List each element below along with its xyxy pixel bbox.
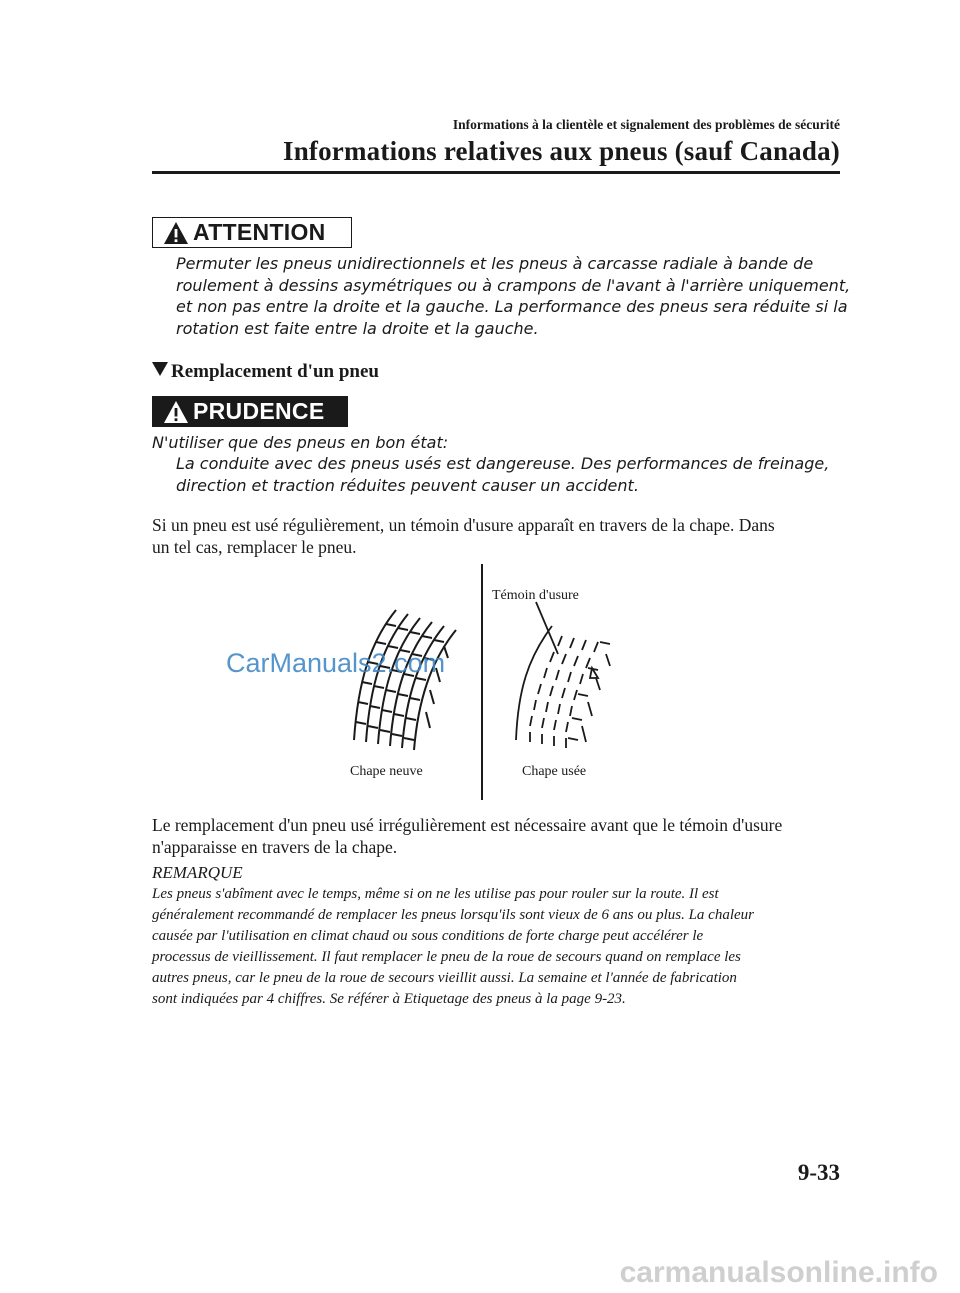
note-text — [152, 884, 754, 1010]
prudence-line: direction et traction réduites peuvent causer un accident. — [176, 475, 639, 495]
note-line: sont indiquées par 4 chiffres. Se référer à Etiquetage des pneus à la page 9-23. — [152, 991, 626, 1007]
attention-label: ATTENTION — [193, 219, 326, 245]
paragraph-irregular-wear — [152, 814, 782, 858]
paragraph-wear-indicator — [152, 514, 775, 558]
section-heading-text: Remplacement d'un pneu — [171, 361, 379, 382]
paragraph-line: un tel cas, remplacer le pneu. — [152, 537, 357, 557]
note-line: processus de vieillissement. Il faut remplacer le pneu de la roue de secours quand on remplace les — [152, 949, 741, 965]
attention-line: roulement à dessins asymétriques ou à crampons de l'avant à l'arrière uniquement, — [176, 275, 851, 295]
header-divider — [152, 171, 840, 174]
warning-icon — [163, 221, 189, 245]
prudence-text — [176, 453, 829, 496]
note-line: autres pneus, car le pneu de la roue de secours vieillit aussi. La semaine et l'année de fabrication — [152, 970, 737, 986]
prudence-badge — [152, 396, 348, 427]
attention-text — [176, 253, 850, 339]
watermark-logo: CarManuals2.com — [226, 648, 446, 678]
section-heading — [152, 361, 379, 383]
paragraph-line: n'apparaisse en travers de la chape. — [152, 837, 398, 857]
new-tread-label: Chape neuve — [350, 764, 423, 779]
triangle-down-icon — [152, 362, 168, 376]
paragraph-line: Le remplacement d'un pneu usé irrégulièrement est nécessaire avant que le témoin d'usure — [152, 815, 783, 835]
page-number: 9-33 — [797, 1160, 840, 1185]
worn-tread-label: Chape usée — [522, 764, 587, 779]
footer-watermark: carmanualsonline.info — [619, 1256, 938, 1289]
wear-indicator-label: Témoin d'usure — [492, 588, 579, 603]
attention-line: Permuter les pneus unidirectionnels et les pneus à carcasse radiale à bande de — [176, 254, 814, 273]
paragraph-line: Si un pneu est usé régulièrement, un témoin d'usure apparaît en travers de la chape. Dans — [152, 515, 775, 535]
worn-tread-drawing — [516, 602, 610, 748]
attention-line: rotation est faite entre la droite et la gauche. — [176, 318, 539, 338]
note-heading: REMARQUE — [152, 863, 243, 882]
note-line: généralement recommandé de remplacer les pneus lorsqu'ils sont vieux de 6 ans ou plus. La chaleur — [152, 907, 754, 923]
prudence-lead: N'utiliser que des pneus en bon état: — [152, 433, 449, 452]
prudence-label: PRUDENCE — [193, 398, 325, 424]
tread-figure — [330, 562, 630, 802]
note-line: causée par l'utilisation en climat chaud ou sous conditions de forte charge peut accélérer le — [152, 928, 704, 944]
attention-badge — [152, 217, 352, 248]
header-subtitle: Informations à la clientèle et signalement des problèmes de sécurité — [452, 117, 840, 132]
attention-line: et non pas entre la droite et la gauche. La performance des pneus sera réduite si la — [176, 297, 848, 316]
new-tread-drawing — [354, 610, 456, 750]
page-title: Informations relatives aux pneus (sauf Canada) — [282, 136, 840, 166]
note-line: Les pneus s'abîment avec le temps, même si on ne les utilise pas pour rouler sur la route. Il est — [152, 886, 719, 902]
prudence-line: La conduite avec des pneus usés est dangereuse. Des performances de freinage, — [176, 454, 830, 473]
warning-icon — [163, 400, 189, 424]
